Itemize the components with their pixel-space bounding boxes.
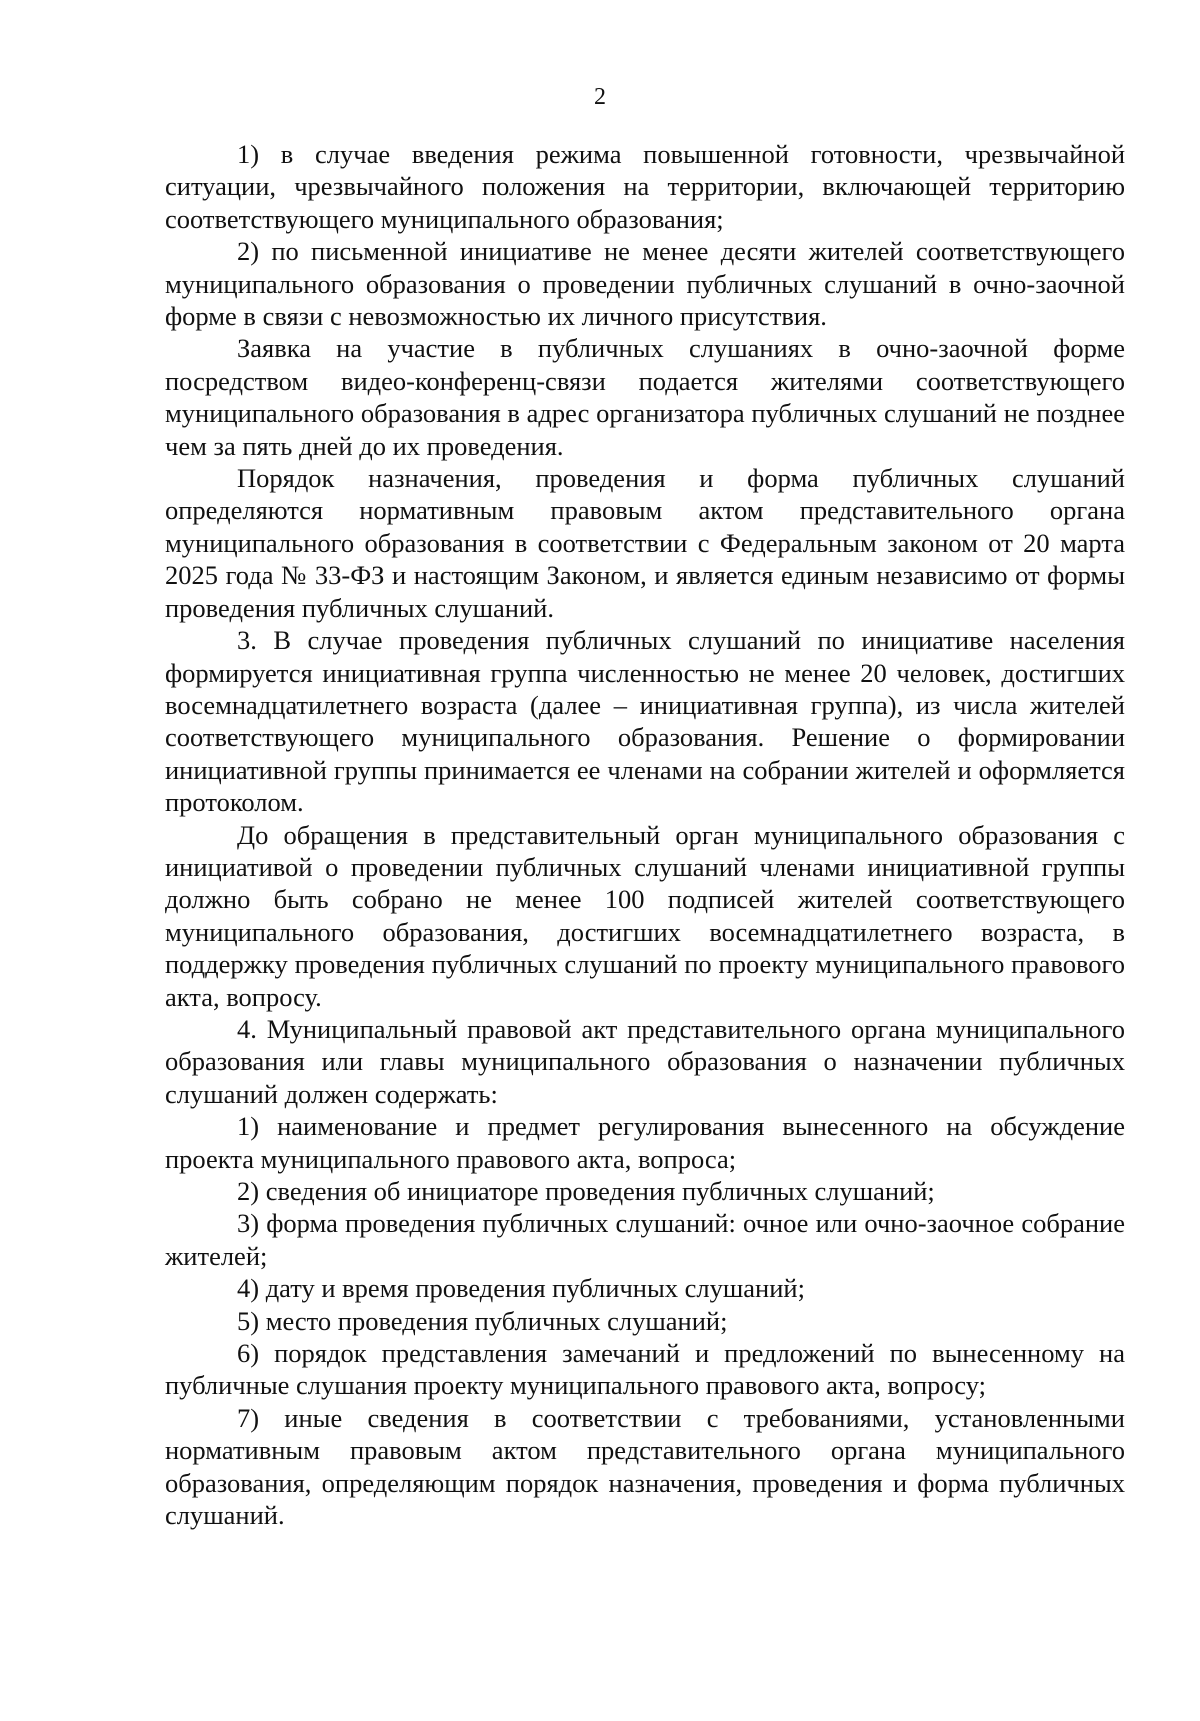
list-item-1-subject: 1) наименование и предмет регулирования вынесенного на обсуждение проекта муниципального правового акта, вопроса; bbox=[165, 1111, 1125, 1174]
list-item-2-initiator: 2) сведения об инициаторе проведения публичных слушаний; bbox=[237, 1176, 935, 1206]
paragraph-section-4-act-contents: 4. Муниципальный правовой акт представительного органа муниципального образования или главы муниципального образования о назначении публичных слушаний должен содержать: bbox=[165, 1013, 1125, 1109]
paragraph-subitem-1-emergency: 1) в случае введения режима повышенной готовности, чрезвычайной ситуации, чрезвычайного положения на территории, включающей территорию соответствующего муниципального образования; bbox=[165, 139, 1125, 234]
list-item-4-date-time: 4) дату и время проведения публичных слушаний; bbox=[237, 1273, 805, 1304]
paragraph-signatures: До обращения в представительный орган муниципального образования с инициативой о проведении публичных слушаний членами инициативной группы должно быть собрано не менее 100 подписей жителей соответствующего муниципального образования, достигших восемнадцатилетнего возраста, в поддержку проведения публичных слушаний по проекту муниципального правового акта, вопросу. bbox=[165, 819, 1125, 1012]
list-item-5-place: 5) место проведения публичных слушаний; bbox=[237, 1305, 728, 1336]
paragraph-procedure: Порядок назначения, проведения и форма публичных слушаний определяются нормативным правовым актом представительного органа муниципального образования в соответствии с Федеральным законом от 20 марта 2025 года № 33-ФЗ и настоящим Законом, и является единым независимо от формы проведения публичных слушаний. bbox=[165, 463, 1125, 623]
list-item-3-form: 3) форма проведения публичных слушаний: очное или очно-заочное собрание жителей; bbox=[165, 1208, 1125, 1271]
paragraph-application-videoconference: Заявка на участие в публичных слушаниях в очно-заочной форме посредством видео-конференц-связи подается жителями соответствующего муниципального образования в адрес организатора публичных слушаний не позднее чем за пять дней до их проведения. bbox=[165, 333, 1125, 461]
list-item-7-other-info: 7) иные сведения в соответствии с требованиями, установленными нормативным правовым актом представительного органа муниципального образования, определяющим порядок назначения, проведения и форма публичных слушаний. bbox=[165, 1402, 1125, 1531]
paragraph-subitem-2-resident-initiative: 2) по письменной инициативе не менее десяти жителей соответствующего муниципального образования о проведении публичных слушаний в очно-заочной форме в связи с невозможностью их личного присутствия. bbox=[165, 236, 1125, 332]
list-item-6-comments-procedure: 6) порядок представления замечаний и предложений по вынесенному на публичные слушания проекту муниципального правового акта, вопросу; bbox=[165, 1338, 1125, 1401]
document-body bbox=[165, 138, 1125, 1531]
page-number: 2 bbox=[594, 84, 606, 110]
paragraph-section-3-initiative-group: 3. В случае проведения публичных слушаний по инициативе населения формируется инициативная группа численностью не менее 20 человек, достигших восемнадцатилетнего возраста (далее – инициативная группа), из числа жителей соответствующего муниципального образования. Решение о формировании инициативной группы принимается ее членами на собрании жителей и оформляется протоколом. bbox=[165, 625, 1125, 818]
